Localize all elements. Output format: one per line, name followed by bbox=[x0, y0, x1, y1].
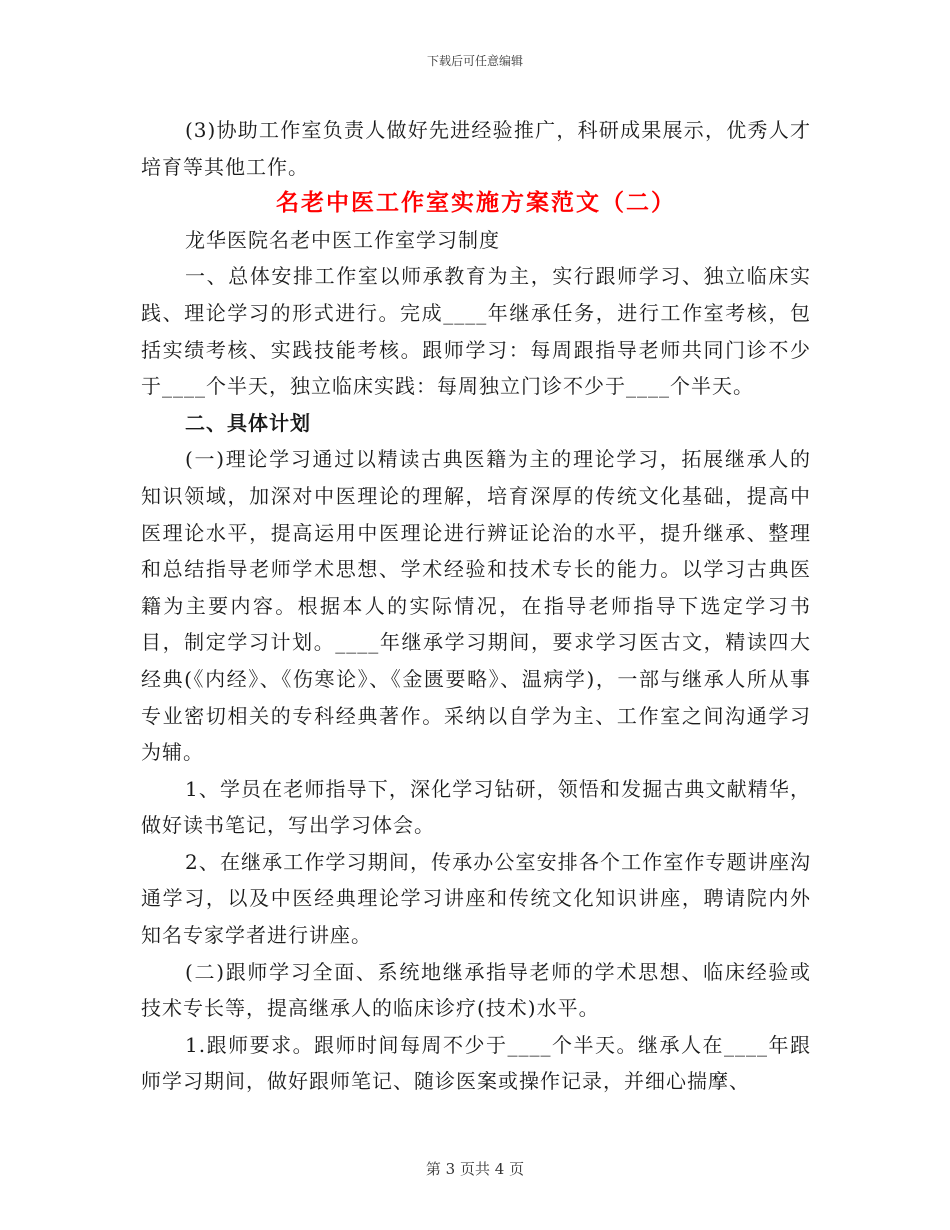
paragraph-theory-study: (一)理论学习通过以精读古典医籍为主的理论学习，拓展继承人的知识领域，加深对中医理论的理解，培育深厚的传统文化基础，提高中医理论水平，提高运用中医理论进行辨证论治的水平，提升继承、整理和总结指导老师学术思想、学术经验和技术专长的能力。以学习古典医籍为主要内容。根据本人的实际情况，在指导老师指导下选定学习书目，制定学习计划。____年继承学习期间，要求学习医古文，精读四大经典(《内经》、《伤寒论》、《金匮要略》、温病学)，一部与继承人所从事专业密切相关的专科经典著作。采纳以自学为主、工作室之间沟通学习为辅。 bbox=[141, 447, 811, 765]
paragraph-item-2: 2、在继承工作学习期间，传承办公室安排各个工作室作专题讲座沟通学习，以及中医经典理论学习讲座和传统文化知识讲座，聘请院内外知名专家学者进行讲座。 bbox=[141, 849, 811, 948]
document-body bbox=[141, 112, 811, 1100]
paragraph-subtitle: 龙华医院名老中医工作室学习制度 bbox=[185, 227, 500, 252]
paragraph-mentor-requirement: 1.跟师要求。跟师时间每周不少于____个半天。继承人在____年跟师学习期间，做好跟师笔记、随诊医案或操作记录，并细心揣摩、 bbox=[141, 1032, 811, 1094]
paragraph-mentor-study: (二)跟师学习全面、系统地继承指导老师的学术思想、临床经验或技术专长等，提高继承人的临床诊疗(技术)水平。 bbox=[141, 959, 811, 1021]
paragraph-work-item-3: (3)协助工作室负责人做好先进经验推广，科研成果展示，优秀人才培育等其他工作。 bbox=[141, 118, 811, 179]
page-header: 下载后可任意编辑 bbox=[426, 54, 523, 68]
document-title: 名老中医工作室实施方案范文（二） bbox=[276, 190, 676, 217]
paragraph-overall-arrangement: 一、总体安排工作室以师承教育为主，实行跟师学习、独立临床实践、理论学习的形式进行。完成____年继承任务，进行工作室考核，包括实绩考核、实践技能考核。跟师学习：每周跟指导老师共同门诊不少于____个半天，独立临床实践：每周独立门诊不少于____个半天。 bbox=[141, 264, 811, 399]
page-footer: 第 3 页共 4 页 bbox=[425, 1160, 525, 1178]
paragraph-item-1: 1、学员在老师指导下，深化学习钻研，领悟和发掘古典文献精华，做好读书笔记，写出学习体会。 bbox=[141, 776, 811, 838]
section-heading-plan: 二、具体计划 bbox=[185, 410, 311, 435]
